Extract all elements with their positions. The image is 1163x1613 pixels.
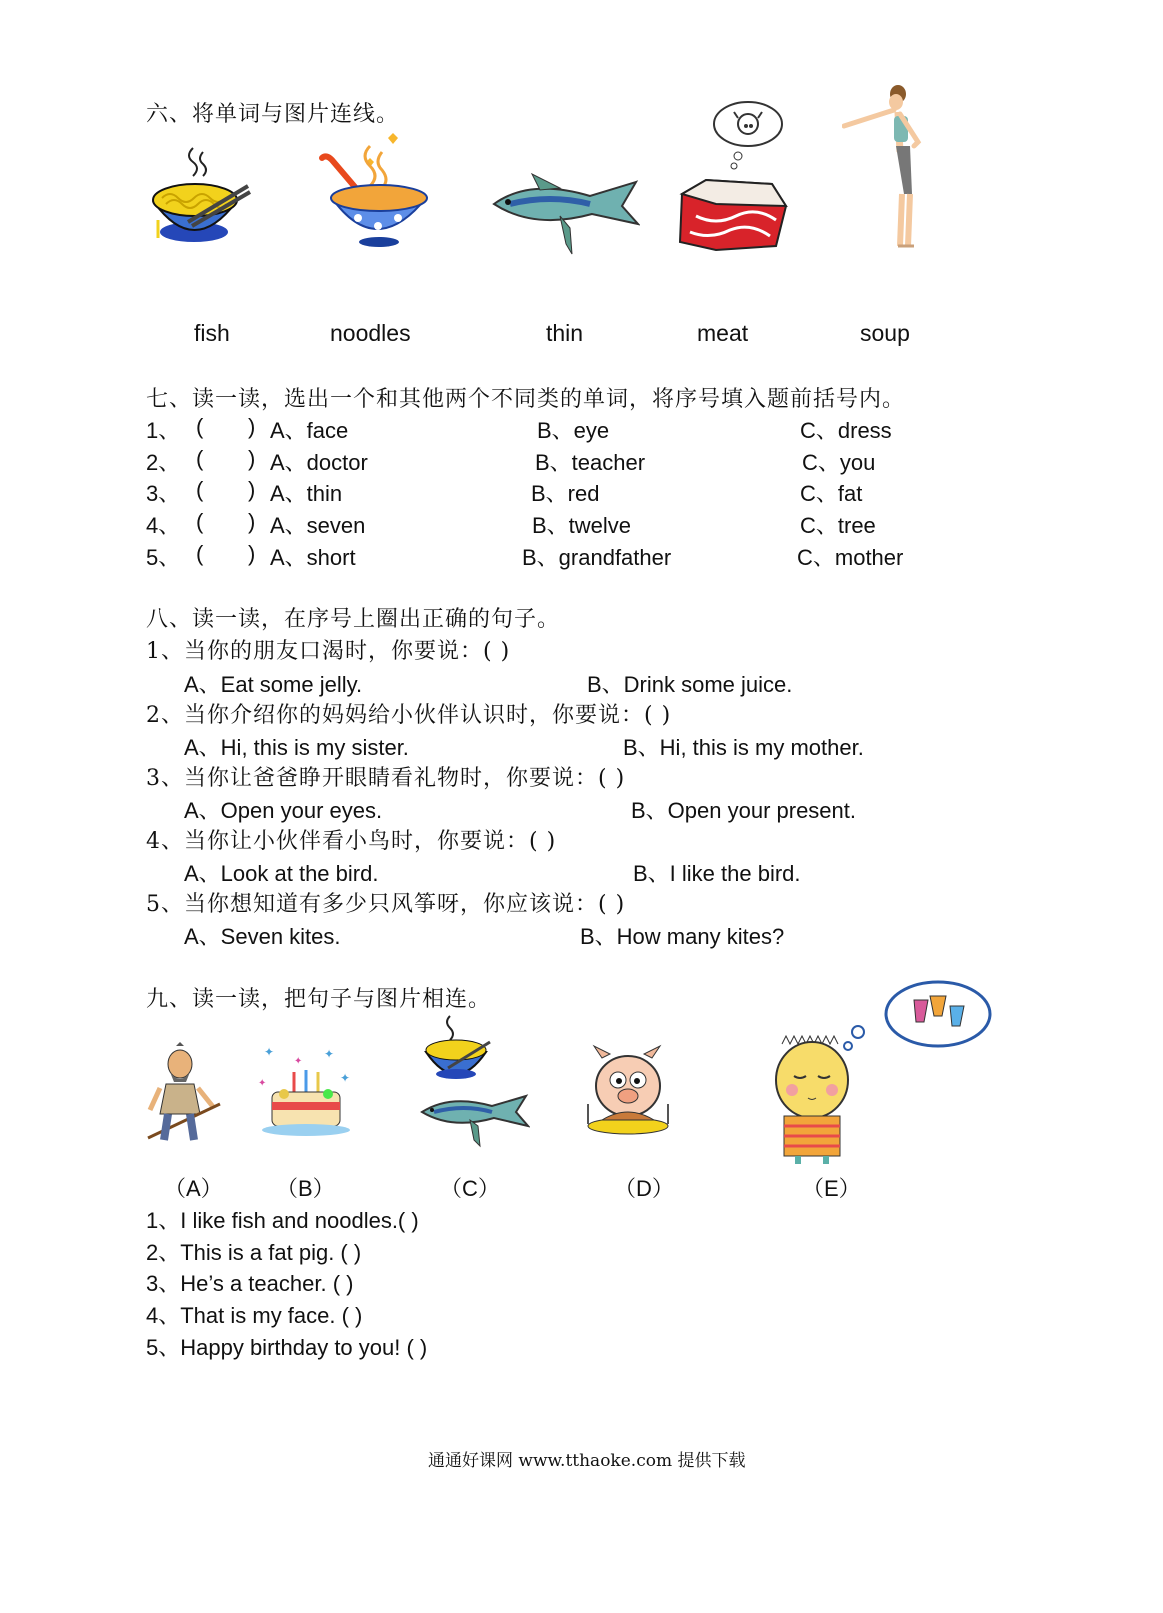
svg-text:✦: ✦ — [324, 1047, 335, 1061]
noodles-bowl-picture — [148, 140, 254, 250]
option-b: B、eye — [537, 418, 610, 443]
option-b: B、twelve — [532, 513, 632, 538]
row-number: 2、 — [146, 450, 181, 475]
question-2: 2、当你介绍你的妈妈给小伙伴认识时，你要说：( ) — [146, 703, 672, 728]
answer-paren-close: ) — [248, 541, 256, 566]
soup-bowl-picture — [318, 128, 434, 250]
fish-picture — [490, 160, 640, 258]
row-number: 5、 — [146, 545, 181, 570]
picture-label-e: （E） — [802, 1176, 861, 1201]
page-footer: 通通好课网 www.tthaoke.com 提供下载 — [428, 1451, 746, 1471]
question-5-option-b: B、How many kites? — [580, 924, 785, 949]
question-1: 1、当你的朋友口渴时，你要说：( ) — [146, 639, 511, 664]
sentence-1: 1、I like fish and noodles.( ) — [146, 1208, 419, 1233]
option-a: A、doctor — [270, 450, 368, 475]
sentence-4: 4、That is my face. ( ) — [146, 1303, 363, 1328]
picture-label-b: （B） — [276, 1176, 335, 1201]
question-3: 3、当你让爸爸睁开眼睛看礼物时，你要说：( ) — [146, 766, 626, 791]
question-4: 4、当你让小伙伴看小鸟时，你要说：( ) — [146, 829, 557, 854]
question-3-option-b: B、Open your present. — [631, 798, 857, 823]
word-meat: meat — [697, 320, 749, 346]
question-3-option-a: A、Open your eyes. — [184, 798, 383, 823]
fat-pig-picture — [582, 1044, 674, 1142]
answer-paren-close: ) — [248, 477, 256, 502]
answer-paren-open: ( — [196, 541, 204, 566]
option-b: B、red — [531, 481, 600, 506]
noodles-and-fish-picture — [420, 1012, 530, 1152]
svg-text:✦: ✦ — [294, 1056, 303, 1067]
word-fish: fish — [194, 320, 230, 346]
option-a: A、face — [270, 418, 349, 443]
question-1-option-b: B、Drink some juice. — [587, 672, 793, 697]
svg-text:✦: ✦ — [258, 1078, 267, 1089]
option-a: A、seven — [270, 513, 366, 538]
section6-title: 六、将单词与图片连线。 — [146, 102, 400, 127]
answer-paren-open: ( — [196, 414, 204, 439]
birthday-cake-picture — [254, 1042, 358, 1142]
sentence-2: 2、This is a fat pig. ( ) — [146, 1240, 362, 1265]
question-4-option-a: A、Look at the bird. — [184, 861, 379, 886]
answer-paren-open: ( — [196, 446, 204, 471]
question-5-option-a: A、Seven kites. — [184, 924, 341, 949]
answer-paren-open: ( — [196, 509, 204, 534]
row-number: 4、 — [146, 513, 181, 538]
question-1-option-a: A、Eat some jelly. — [184, 672, 363, 697]
option-c: C、you — [802, 450, 876, 475]
word-thin: thin — [546, 320, 584, 346]
section8-title: 八、读一读，在序号上圈出正确的句子。 — [146, 607, 561, 632]
option-b: B、teacher — [535, 450, 646, 475]
svg-text:✦: ✦ — [264, 1045, 275, 1059]
row-number: 1、 — [146, 418, 181, 443]
question-4-option-b: B、I like the bird. — [633, 861, 801, 886]
svg-text:✦: ✦ — [340, 1071, 351, 1085]
answer-paren-close: ) — [248, 414, 256, 439]
answer-paren-open: ( — [196, 477, 204, 502]
sentence-3: 3、He’s a teacher. ( ) — [146, 1271, 354, 1296]
section7-title: 七、读一读，选出一个和其他两个不同类的单词，将序号填入题前括号内。 — [146, 387, 906, 412]
picture-label-c: （C） — [440, 1176, 500, 1201]
question-2-option-a: A、Hi, this is my sister. — [184, 735, 409, 760]
picture-label-d: （D） — [614, 1176, 674, 1201]
option-b: B、grandfather — [522, 545, 672, 570]
question-5: 5、当你想知道有多少只风筝呀，你应该说：( ) — [146, 892, 626, 917]
answer-paren-close: ) — [248, 509, 256, 534]
section9-title: 九、读一读，把句子与图片相连。 — [146, 987, 492, 1012]
option-c: C、dress — [800, 418, 892, 443]
question-2-option-b: B、Hi, this is my mother. — [623, 735, 864, 760]
teacher-picture — [146, 1042, 224, 1144]
boy-face-picture — [762, 976, 998, 1166]
thin-lady-picture — [842, 82, 928, 252]
answer-paren-close: ) — [248, 446, 256, 471]
option-c: C、fat — [800, 481, 863, 506]
meat-picture — [676, 96, 792, 256]
word-noodles: noodles — [330, 320, 411, 346]
option-a: A、short — [270, 545, 356, 570]
option-a: A、thin — [270, 481, 343, 506]
option-c: C、tree — [800, 513, 876, 538]
row-number: 3、 — [146, 481, 181, 506]
sentence-5: 5、Happy birthday to you! ( ) — [146, 1335, 428, 1360]
picture-label-a: （A） — [164, 1176, 223, 1201]
word-soup: soup — [860, 320, 910, 346]
option-c: C、mother — [797, 545, 904, 570]
